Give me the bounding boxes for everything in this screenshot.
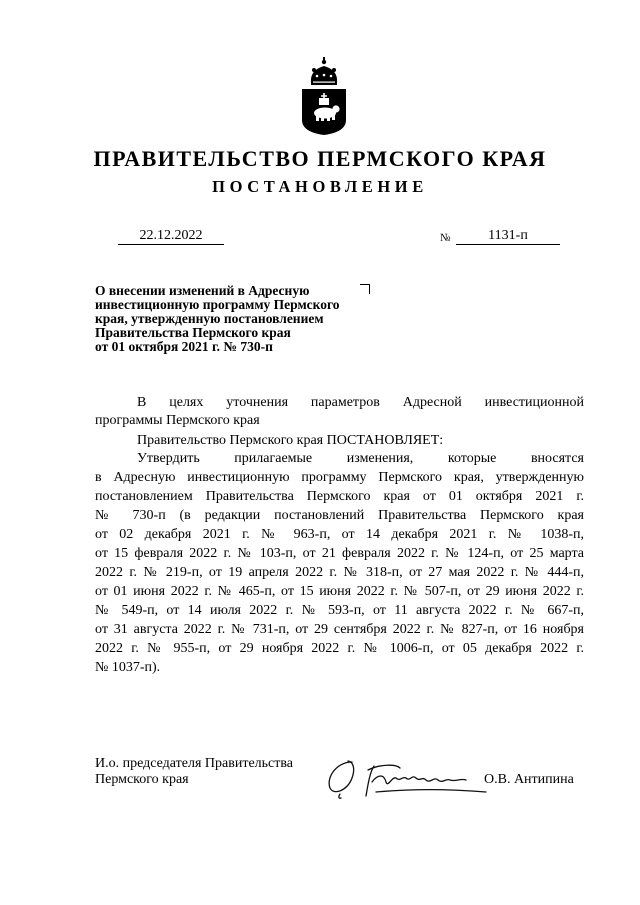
body-line: в Адресную инвестиционную программу Пермского края, утвержденную <box>95 470 584 485</box>
document-number: 1131-п <box>456 227 560 245</box>
subject-line: О внесении изменений в Адресную <box>95 283 310 298</box>
signatory-name: О.В. Антипина <box>484 772 574 787</box>
body-line: Правительство Пермского края ПОСТАНОВЛЯЕТ: <box>137 433 444 448</box>
handwritten-signature <box>318 752 494 804</box>
body-line: № 1037-п). <box>95 660 161 675</box>
signatory-title-line: И.о. председателя Правительства <box>95 756 294 771</box>
body-line: 2022 г. № 219-п, от 19 апреля 2022 г. № 318-п, от 27 мая 2022 г. № 444-п, <box>95 565 584 580</box>
number-label: № <box>440 232 451 244</box>
body-line: 2022 г. № 955-п, от 29 ноября 2022 г. № 1006-п, от 05 декабря 2022 г. <box>95 641 584 656</box>
subject-line: края, утвержденную постановлением <box>95 311 324 326</box>
document-subject <box>95 284 385 354</box>
document-type: ПОСТАНОВЛЕНИЕ <box>212 177 428 196</box>
subject-line: инвестиционную программу Пермского <box>95 297 340 312</box>
document-date: 22.12.2022 <box>118 227 224 245</box>
body-line: от 31 августа 2022 г. № 731-п, от 29 сентября 2022 г. № 827-п, от 16 ноября <box>95 622 584 637</box>
government-title: ПРАВИТЕЛЬСТВО ПЕРМСКОГО КРАЯ <box>93 146 547 171</box>
body-line: Утвердить прилагаемые изменения, которые вносятся <box>137 451 584 466</box>
body-line: программы Пермского края <box>95 413 260 428</box>
body-line: постановлением Правительства Пермского края от 01 октября 2021 г. <box>95 489 584 504</box>
body-line: от 02 декабря 2021 г. № 963-п, от 14 декабря 2021 г. № 1038-п, <box>95 527 584 542</box>
signatory-title-line: Пермского края <box>95 772 189 787</box>
subject-line: от 01 октября 2021 г. № 730-п <box>95 339 273 354</box>
body-line: № 549-п, от 14 июля 2022 г. № 593-п, от 11 августа 2022 г. № 667-п, <box>95 603 584 618</box>
body-line: от 15 февраля 2022 г. № 103-п, от 21 февраля 2022 г. № 124-п, от 25 марта <box>95 546 584 561</box>
body-line: от 01 июня 2022 г. № 465-п, от 15 июня 2022 г. № 507-п, от 29 июня 2022 г. <box>95 584 584 599</box>
coat-of-arms-icon <box>298 56 350 136</box>
body-line: № 730-п (в редакции постановлений Правительства Пермского края <box>95 508 584 523</box>
signatory-title <box>95 756 293 788</box>
subject-line: Правительства Пермского края <box>95 325 291 340</box>
body-line: В целях уточнения параметров Адресной инвестиционной <box>137 395 584 410</box>
